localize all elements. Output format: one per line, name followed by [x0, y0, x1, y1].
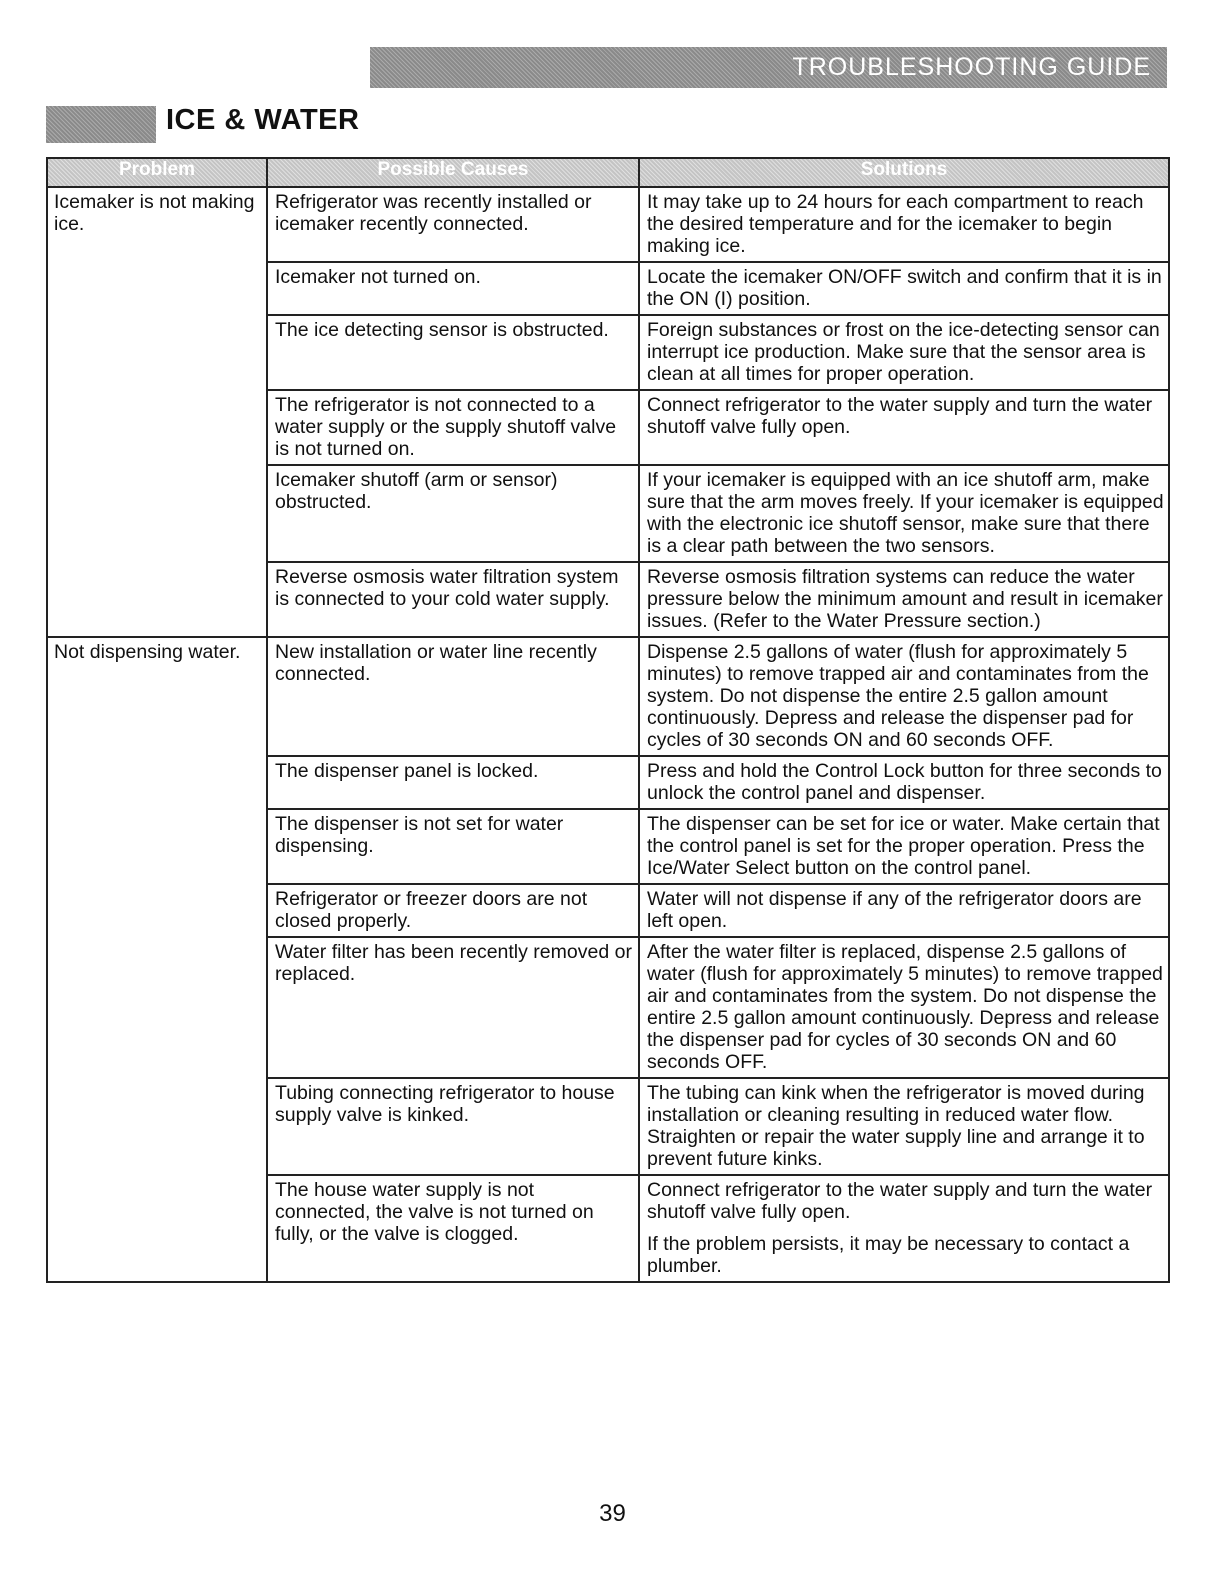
solution-text: Connect refrigerator to the water supply and turn the water shutoff valve fully open.: [647, 394, 1153, 438]
solution-text: Locate the icemaker ON/OFF switch and confirm that it is in the ON (I) position.: [647, 266, 1162, 310]
cause-cell: The dispenser panel is locked.: [267, 756, 639, 809]
solution-text: If your icemaker is equipped with an ice shutoff arm, make sure that the arm moves freely. If your icemaker is equipped with the electronic ice shutoff sensor, make sure that there is a clear path between the two sensors.: [647, 469, 1164, 557]
solution-text: Dispense 2.5 gallons of water (flush for approximately 5 minutes) to remove trapped air and contaminates from the system. Do not dispense the entire 2.5 gallon amount continuously. Depress and release the dispenser pad for cycles of 30 seconds ON and 60 seconds OFF.: [647, 641, 1149, 751]
solution-text: It may take up to 24 hours for each compartment to reach the desired temperature and for the icemaker to begin making ice.: [647, 191, 1144, 257]
problem-cell: Icemaker is not making ice.: [47, 187, 267, 637]
solution-text: If the problem persists, it may be necessary to contact a plumber.: [647, 1233, 1130, 1277]
cause-cell: Refrigerator or freezer doors are not closed properly.: [267, 884, 639, 937]
cause-cell: Icemaker shutoff (arm or sensor) obstructed.: [267, 465, 639, 562]
solution-cell: [639, 809, 1169, 884]
solution-cell: [639, 465, 1169, 562]
cause-cell: Water filter has been recently removed or replaced.: [267, 937, 639, 1078]
solution-text: The dispenser can be set for ice or water. Make certain that the control panel is set for the proper operation. Press the Ice/Water Select button on the control panel.: [647, 813, 1160, 879]
section-banner: [370, 47, 1167, 88]
table-body: [47, 187, 1169, 1282]
solution-text: Press and hold the Control Lock button for three seconds to unlock the control panel and dispenser.: [647, 760, 1162, 804]
solution-text: Connect refrigerator to the water supply and turn the water shutoff valve fully open.: [647, 1179, 1153, 1223]
troubleshooting-table: [46, 157, 1170, 1283]
solution-cell: [639, 390, 1169, 465]
solution-text: After the water filter is replaced, dispense 2.5 gallons of water (flush for approximately 5 minutes) to remove trapped air and contaminates from the system. Do not dispense the entire 2.5 gallon amount continuously. Depress and release the dispenser pad for cycles of 30 seconds ON and 60 seconds OFF.: [647, 941, 1163, 1073]
cause-cell: The ice detecting sensor is obstructed.: [267, 315, 639, 390]
solution-cell: [639, 637, 1169, 756]
section-marker-block: [46, 106, 156, 143]
solution-text: Water will not dispense if any of the refrigerator doors are left open.: [647, 888, 1142, 932]
column-header-solutions: Solutions: [639, 158, 1169, 187]
solution-cell: [639, 1175, 1169, 1282]
solution-text: The tubing can kink when the refrigerator is moved during installation or cleaning resulting in reduced water flow. Straighten or repair the water supply line and arrange it to prevent future kinks.: [647, 1082, 1145, 1170]
cause-cell: The dispenser is not set for water dispensing.: [267, 809, 639, 884]
solution-text: Foreign substances or frost on the ice-detecting sensor can interrupt ice production. Make sure that the sensor area is clean at all times for proper operation.: [647, 319, 1160, 385]
column-header-causes: Possible Causes: [267, 158, 639, 187]
table-row: [47, 187, 1169, 262]
cause-cell: The refrigerator is not connected to a water supply or the supply shutoff valve is not turned on.: [267, 390, 639, 465]
section-title: ICE & WATER: [166, 104, 360, 136]
cause-cell: Icemaker not turned on.: [267, 262, 639, 315]
cause-cell: Tubing connecting refrigerator to house supply valve is kinked.: [267, 1078, 639, 1175]
cause-cell: New installation or water line recently connected.: [267, 637, 639, 756]
solution-text: Reverse osmosis filtration systems can reduce the water pressure below the minimum amount and result in icemaker issues. (Refer to the Water Pressure section.): [647, 566, 1163, 632]
solution-cell: [639, 187, 1169, 262]
troubleshooting-table-container: [46, 157, 1168, 1283]
table-header-row: [47, 158, 1169, 187]
solution-cell: [639, 937, 1169, 1078]
cause-cell: Refrigerator was recently installed or icemaker recently connected.: [267, 187, 639, 262]
solution-cell: [639, 315, 1169, 390]
solution-cell: [639, 562, 1169, 637]
solution-cell: [639, 1078, 1169, 1175]
cause-cell: Reverse osmosis water filtration system is connected to your cold water supply.: [267, 562, 639, 637]
problem-cell: Not dispensing water.: [47, 637, 267, 1282]
solution-cell: [639, 756, 1169, 809]
cause-cell: The house water supply is not connected, the valve is not turned on fully, or the valve is clogged.: [267, 1175, 639, 1282]
banner-label: TROUBLESHOOTING GUIDE: [792, 53, 1151, 81]
solution-cell: [639, 262, 1169, 315]
column-header-problem: Problem: [47, 158, 267, 187]
page-number: 39: [599, 1500, 626, 1527]
solution-cell: [639, 884, 1169, 937]
table-row: [47, 637, 1169, 756]
